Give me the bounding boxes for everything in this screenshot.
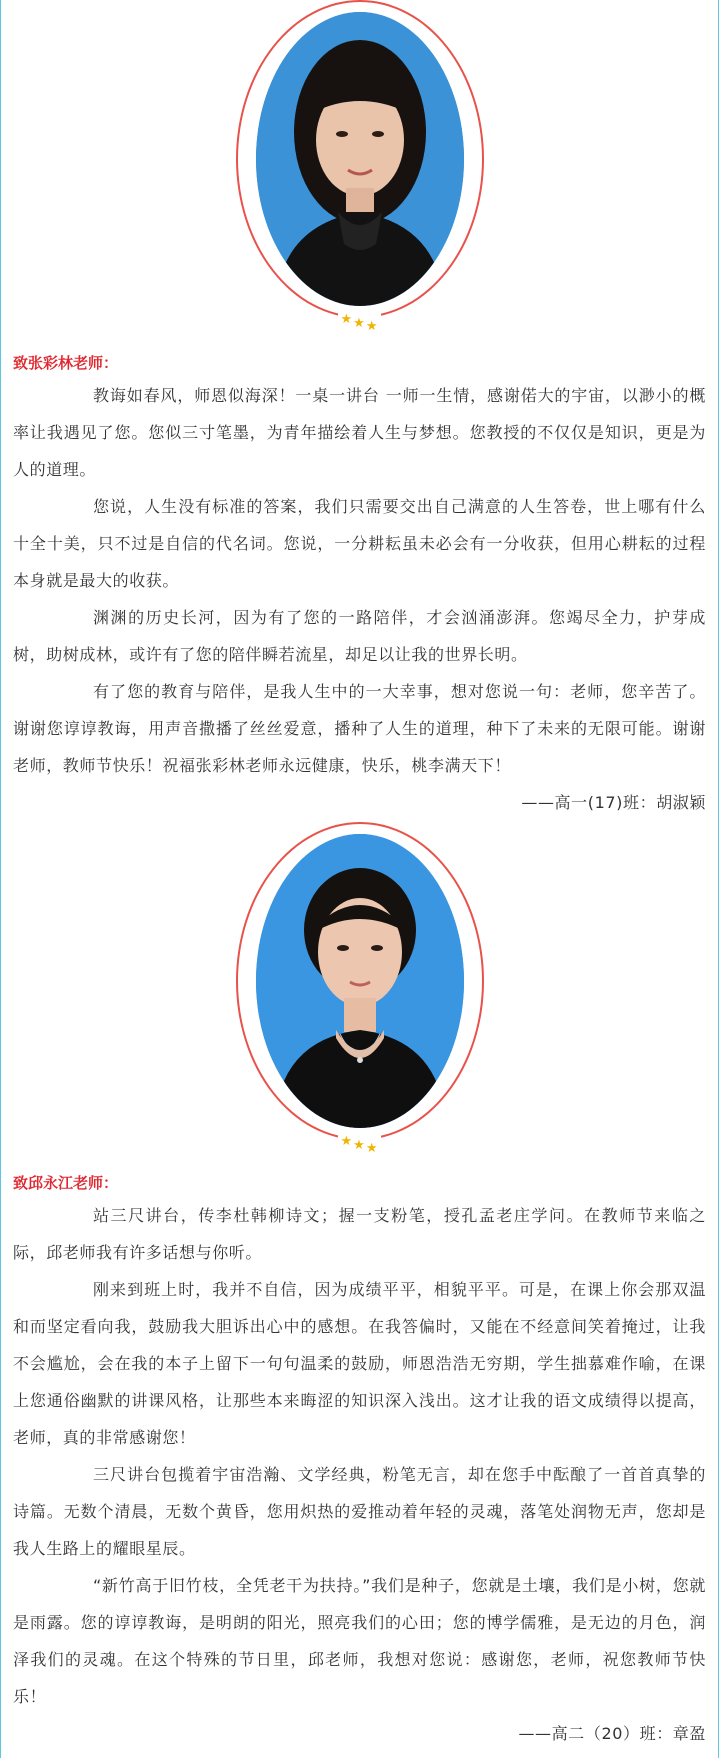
letter-paragraph: 刚来到班上时，我并不自信，因为成绩平平，相貌平平。可是，在课上你会那双温和而坚定看向我，鼓励我大胆诉出心中的感想。在我答偏时，又能在不经意间笑着掩过，让我不会尴尬，会在我的本子上留下一句句温柔的鼓励，师恩浩浩无穷期，学生拙慕难作喻，在课上您通俗幽默的讲课风格，让那些本来晦涩的知识深入浅出。这才让我的语文成绩得以提高，老师，真的非常感谢您！ [13, 1280, 706, 1447]
star-icon: ★ [340, 1134, 354, 1149]
oval-portrait-frame [236, 822, 484, 1156]
star-decoration-2 [338, 1134, 382, 1156]
letter-paragraph: 三尺讲台包揽着宇宙浩瀚、文学经典，粉笔无言，却在您手中酝酿了一首首真挚的诗篇。无数个清晨，无数个黄昏，您用炽热的爱推动着年轻的灵魂，落笔处润物无声，您却是我人生路上的耀眼星辰。 [13, 1465, 706, 1558]
letter-signature: ——高二（20）班：章盈 [518, 1724, 706, 1743]
star-icon: ★ [365, 1141, 379, 1156]
letter-heading: 致张彩林老师： [13, 356, 119, 372]
letter-paragraph: “新竹高于旧竹枝，全凭老干为扶持。”我们是种子，您就是土壤，我们是小树，您就是雨露。您的谆谆教诲，是明朗的阳光，照亮我们的心田；您的博学儒雅，是无边的月色，润泽我们的灵魂。在这个特殊的节日里，邱老师，我想对您说：感谢您，老师，祝您教师节快乐！ [13, 1576, 706, 1706]
portrait-block-1 [1, 0, 718, 334]
portrait-block-2 [1, 822, 718, 1156]
letter-2 [13, 1172, 706, 1751]
star-icon: ★ [353, 316, 366, 331]
letter-paragraph: 您说，人生没有标准的答案，我们只需要交出自己满意的人生答卷，世上哪有什么十全十美，只不过是自信的代名词。您说，一分耕耘虽未必会有一分收获，但用心耕耘的过程本身就是最大的收获。 [13, 497, 706, 590]
star-icon: ★ [365, 319, 379, 334]
star-icon: ★ [340, 312, 354, 327]
star-decoration-1 [338, 312, 382, 334]
oval-portrait-frame [236, 0, 484, 334]
letter-paragraph: 站三尺讲台，传李杜韩柳诗文；握一支粉笔，授孔孟老庄学问。在教师节来临之际，邱老师我有许多话想与你听。 [13, 1206, 706, 1262]
letter-heading: 致邱永江老师： [13, 1176, 119, 1192]
teacher-photo-1 [256, 12, 464, 306]
letter-1 [13, 352, 706, 820]
letter-signature: ——高一(17)班：胡淑颖 [521, 793, 706, 812]
letter-paragraph: 渊渊的历史长河，因为有了您的一路陪伴，才会汹涌澎湃。您竭尽全力，护芽成树，助树成林，或许有了您的陪伴瞬若流星，却足以让我的世界长明。 [13, 608, 706, 664]
letter-paragraph: 有了您的教育与陪伴，是我人生中的一大幸事，想对您说一句：老师，您辛苦了。谢谢您谆谆教诲，用声音撒播了丝丝爱意，播种了人生的道理，种下了未来的无限可能。谢谢老师，教师节快乐！祝福张彩林老师永远健康，快乐，桃李满天下！ [13, 682, 706, 775]
star-icon: ★ [353, 1138, 366, 1153]
teacher-photo-2 [256, 834, 464, 1128]
letter-paragraph: 教诲如春风，师恩似海深！一桌一讲台 一师一生情，感谢偌大的宇宙，以渺小的概率让我遇见了您。您似三寸笔墨，为青年描绘着人生与梦想。您教授的不仅仅是知识，更是为人的道理。 [13, 386, 706, 479]
